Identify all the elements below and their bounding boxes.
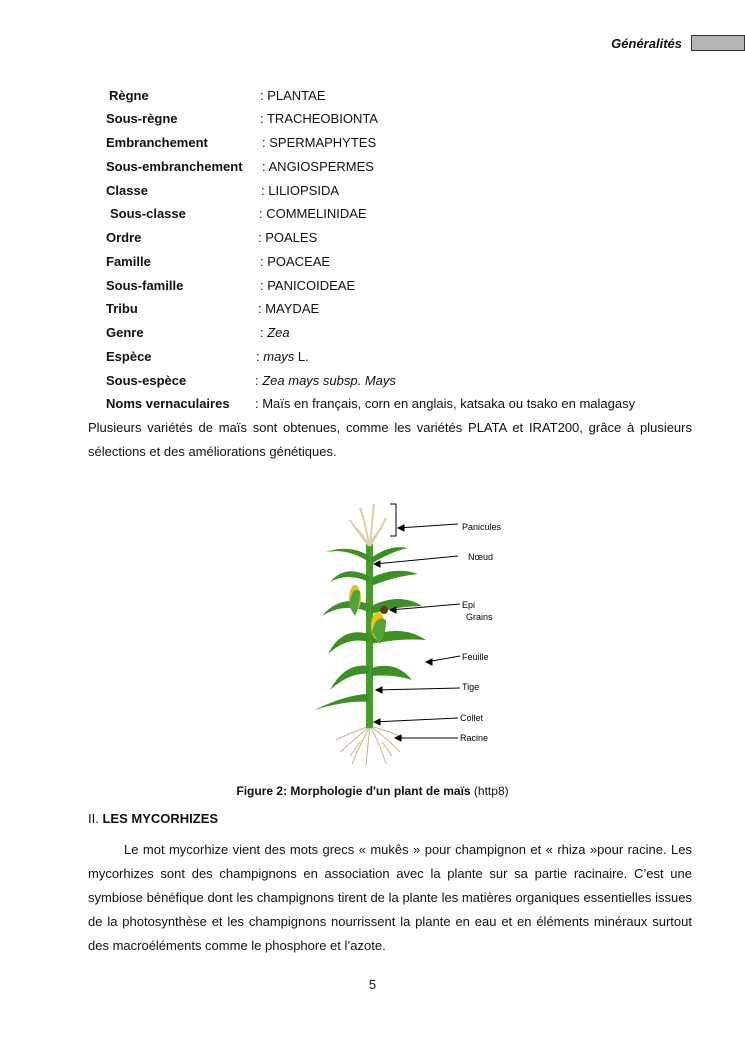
section-number: II. [88, 811, 99, 826]
taxonomy-value: : LILIOPSIDA [261, 183, 340, 198]
header-decoration-box [691, 35, 745, 51]
taxonomy-value: : TRACHEOBIONTA [260, 111, 378, 126]
roots-icon [336, 726, 404, 766]
label-racine: Racine [460, 733, 489, 743]
taxonomy-value: : POALES [258, 230, 318, 245]
taxonomy-value: : Maïs en français, corn en anglais, katsaka ou tsako en malagasy [255, 396, 636, 411]
taxonomy-label: Sous-espèce [106, 373, 187, 388]
section-heading [88, 811, 218, 826]
taxonomy-label: Famille [106, 254, 151, 269]
taxonomy-value: : POACEAE [260, 254, 331, 269]
taxonomy-value: : COMMELINIDAE [259, 206, 367, 221]
taxonomy-value: : Zea [260, 325, 290, 340]
label-feuille: Feuille [462, 652, 489, 662]
page-header-title: Généralités [611, 36, 682, 51]
taxonomy-label: Sous-classe [110, 206, 186, 221]
taxonomy-label: Genre [106, 325, 144, 340]
taxonomy-label: Noms vernaculaires [106, 396, 230, 411]
label-epi: Epi [462, 600, 476, 610]
body-paragraph: Le mot mycorhize vient des mots grecs « mukês » pour champignon et « rhiza »pour racine. Les mycorhizes sont des champignons en association avec la plante sur sa partie racinaire. C’est une symbiose bénéfique dont les champignons tirent de la plante les matières organiques essentielles issues de la photosynthèse et les champignons nourrissent la plante en eau et en éléments minéraux surtout des macroéléments comme le phosphore et l’azote. [88, 842, 692, 953]
taxonomy-label: Sous-embranchement [106, 159, 243, 174]
label-collet: Collet [460, 713, 484, 723]
intro-paragraph: Plusieurs variétés de maïs sont obtenues, comme les variétés PLATA et IRAT200, grâce à plusieurs sélections et des améliorations génétiques. [88, 420, 692, 459]
taxonomy-label: Tribu [106, 301, 138, 316]
figure-caption: Figure 2: Morphologie d'un plant de maïs (http8) [236, 784, 509, 798]
taxonomy-value: : ANGIOSPERMES [262, 159, 374, 174]
maize-plant-illustration [300, 494, 530, 769]
tassel-icon [350, 504, 386, 546]
taxonomy-value: : PLANTAE [260, 88, 326, 103]
maize-morphology-figure [300, 494, 530, 769]
taxonomy-label: Sous-règne [106, 111, 178, 126]
label-grains: Grains [466, 612, 493, 622]
taxonomy-value: : Zea mays subsp. Mays [255, 373, 396, 388]
taxonomy-value: : SPERMAPHYTES [262, 135, 377, 150]
taxonomy-label: Ordre [106, 230, 142, 245]
label-panicules: Panicules [462, 522, 502, 532]
label-noeud: Nœud [468, 552, 494, 562]
taxonomy-value: : PANICOIDEAE [260, 278, 356, 293]
label-tige: Tige [462, 682, 480, 692]
taxonomy-value: : mays L. [256, 349, 309, 364]
taxonomy-label: Règne [109, 88, 149, 103]
panicule-bracket [390, 504, 396, 536]
taxonomy-value: : MAYDAE [258, 301, 320, 316]
taxonomy-label: Espèce [106, 349, 152, 364]
taxonomy-label: Classe [106, 183, 148, 198]
section-title: LES MYCORHIZES [102, 811, 219, 826]
page-number: 5 [368, 977, 377, 992]
taxonomy-label: Embranchement [106, 135, 208, 150]
taxonomy-label: Sous-famille [106, 278, 184, 293]
